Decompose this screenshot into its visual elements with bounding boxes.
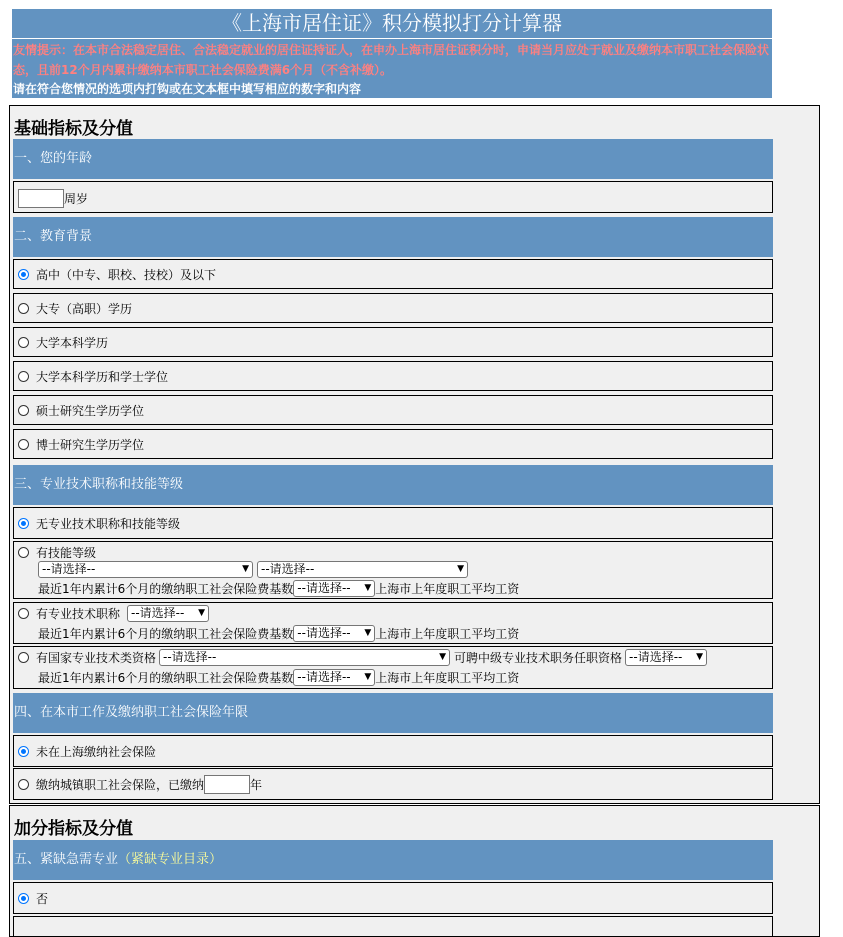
chevron-down-icon: ▼ (198, 607, 206, 618)
national-cert-radio[interactable] (18, 652, 29, 663)
friendly-notice: 友情提示：在本市合法稳定居住、合法稳定就业的居住证持证人，在申办上海市居住证积分时，申请当月应处于就业及缴纳本市职工社会保险状态，且前12个月内累计缴纳本市职工社会保险费满6个月（不含补缴）。 (13, 43, 770, 77)
skill-level-radio[interactable] (18, 547, 29, 558)
professional-title-row (13, 602, 773, 644)
chevron-down-icon: ▼ (242, 564, 249, 574)
no-title-row[interactable] (13, 507, 773, 539)
social-base-prefix: 最近1年内累计6个月的缴纳职工社会保险费基数 (38, 627, 294, 641)
no-title-label: 无专业技术职称和技能等级 (36, 516, 181, 531)
national-cert-row (13, 646, 773, 689)
cert-mid-select[interactable]: --请选择-- ▼ (625, 649, 707, 666)
chevron-down-icon: ▼ (439, 651, 447, 662)
insurance-paid-radio[interactable] (18, 779, 29, 790)
education-section-header: 二、教育背景 (13, 217, 773, 257)
national-cert-select[interactable]: --请选择-- ▼ (159, 649, 450, 666)
shortage-no-label: 否 (36, 891, 49, 906)
education-option-label: 大学本科学历 (36, 335, 109, 350)
social-base-prefix: 最近1年内累计6个月的缴纳职工社会保险费基数 (38, 582, 294, 596)
insurance-paid-row (13, 768, 773, 800)
insurance-section-header: 四、在本市工作及缴纳职工社会保险年限 (13, 693, 773, 733)
education-option-label: 硕士研究生学历学位 (36, 403, 145, 418)
shortage-no-row[interactable] (13, 882, 773, 914)
chevron-down-icon: ▼ (364, 583, 372, 593)
education-radio-college[interactable] (18, 303, 29, 314)
title-skill-section-header: 三、专业技术职称和技能等级 (13, 465, 773, 505)
education-radio-high-school[interactable] (18, 269, 29, 280)
chevron-down-icon: ▼ (696, 651, 704, 662)
skill-type-select[interactable]: --请选择-- ▼ (38, 561, 253, 578)
education-radio-master[interactable] (18, 405, 29, 416)
education-option-row[interactable] (13, 395, 773, 425)
education-radio-bachelor[interactable] (18, 337, 29, 348)
insurance-none-radio[interactable] (18, 746, 29, 757)
education-option-label: 大学本科学历和学士学位 (36, 369, 169, 384)
chevron-down-icon: ▼ (457, 564, 464, 574)
social-base-suffix: 上海市上年度职工平均工资 (375, 582, 520, 596)
skill-grade-select[interactable]: --请选择-- ▼ (257, 561, 468, 578)
education-radio-doctor[interactable] (18, 439, 29, 450)
education-option-row[interactable] (13, 259, 773, 289)
education-option-label: 高中（中专、职校、技校）及以下 (36, 267, 217, 282)
education-radio-bachelor-degree[interactable] (18, 371, 29, 382)
professional-title-radio[interactable] (18, 608, 29, 619)
professional-title-label: 有专业技术职称 (36, 606, 121, 621)
calculator-header (12, 9, 772, 98)
shortage-heading-text: 五、紧缺急需专业 (14, 852, 119, 867)
insurance-year-unit: 年 (250, 777, 263, 792)
national-cert-label: 有国家专业技术类资格 (36, 650, 157, 665)
skill-level-label: 有技能等级 (36, 545, 97, 560)
shortage-no-radio[interactable] (18, 893, 29, 904)
age-section-header: 一、您的年龄 (13, 139, 773, 179)
education-option-row[interactable] (13, 429, 773, 459)
prof-social-base-select[interactable]: --请选择-- ▼ (293, 625, 375, 642)
education-option-label: 大专（高职）学历 (36, 301, 133, 316)
no-title-radio[interactable] (18, 518, 29, 529)
insurance-none-row[interactable] (13, 735, 773, 767)
education-option-row[interactable] (13, 361, 773, 391)
social-base-suffix: 上海市上年度职工平均工资 (375, 671, 520, 685)
insurance-paid-label: 缴纳城镇职工社会保险，已缴纳 (36, 777, 205, 792)
instruction-text: 请在符合您情况的选项内打钩或在文本框中填写相应的数字和内容 (13, 82, 362, 96)
basic-indicators-panel (9, 105, 820, 804)
basic-panel-title: 基础指标及分值 (14, 119, 133, 139)
bonus-panel-title: 加分指标及分值 (14, 819, 133, 839)
page-title: 《上海市居住证》积分模拟打分计算器 (12, 9, 772, 39)
shortage-section-header (13, 840, 773, 880)
age-unit-label: 周岁 (64, 191, 89, 206)
education-option-label: 博士研究生学历学位 (36, 437, 145, 452)
age-row (13, 181, 773, 213)
education-option-row[interactable] (13, 293, 773, 323)
professional-title-select[interactable]: --请选择-- ▼ (127, 605, 209, 622)
insurance-years-input[interactable] (204, 775, 250, 794)
insurance-none-label: 未在上海缴纳社会保险 (36, 744, 157, 759)
education-option-row[interactable] (13, 327, 773, 357)
bonus-indicators-panel (9, 805, 820, 937)
shortage-catalog-link[interactable]: （紧缺专业目录） (118, 852, 223, 867)
chevron-down-icon: ▼ (364, 672, 372, 682)
age-input[interactable] (18, 189, 64, 208)
shortage-next-row (13, 916, 773, 936)
social-base-suffix: 上海市上年度职工平均工资 (375, 627, 520, 641)
skill-social-base-select[interactable]: --请选择-- ▼ (293, 580, 375, 597)
cert-mid-label: 可聘中级专业技术职务任职资格 (454, 650, 623, 665)
social-base-prefix: 最近1年内累计6个月的缴纳职工社会保险费基数 (38, 671, 294, 685)
skill-level-row (13, 541, 773, 599)
cert-social-base-select[interactable]: --请选择-- ▼ (293, 669, 375, 686)
chevron-down-icon: ▼ (364, 628, 372, 638)
